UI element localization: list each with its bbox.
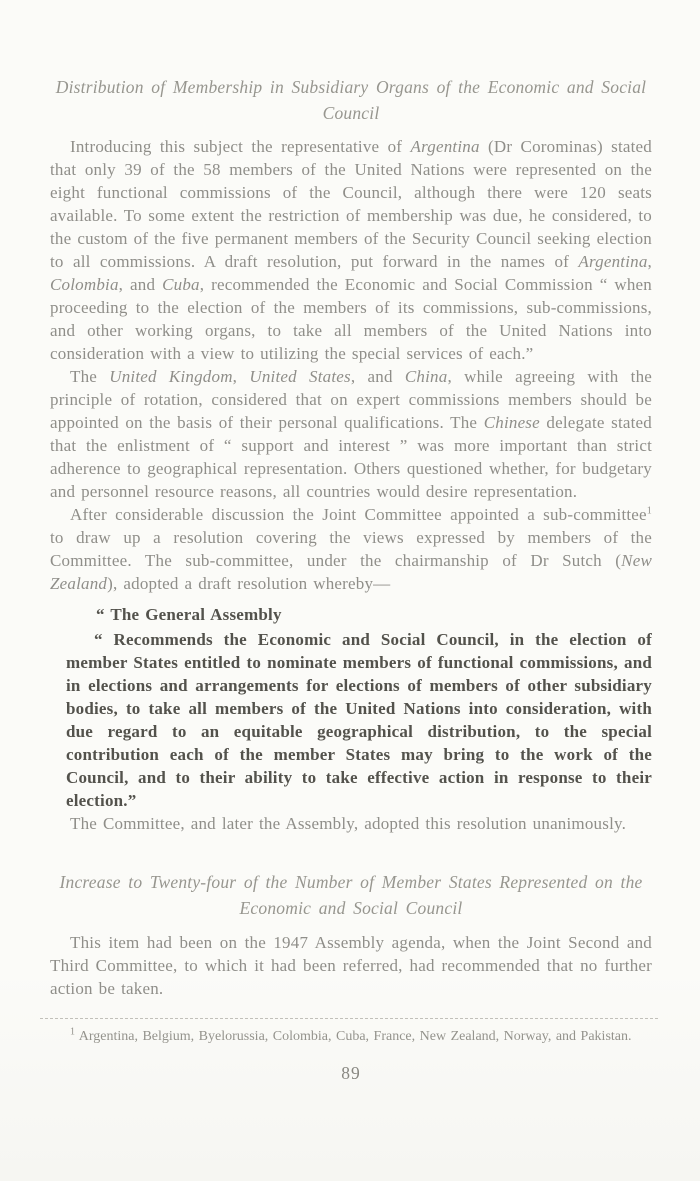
section-heading-increase-twenty-four: Increase to Twenty-four of the Number of Member States Represented on the Economic and Social Council	[59, 872, 643, 918]
paragraph-argentina-statement: Introducing this subject the representative of Argentina (Dr Corominas) stated that only 39 of the 58 members of the United Nations were represented on the eight functional commissions of the Council, although there were 120 seats available. To some extent the restriction of membership was due, he considered, to the custom of the five permanent members of the Security Council seeking election to all commissions. A draft resolution, put forward in the names of Argentina, Colombia, and Cuba, recommended the Economic and Social Commission “ when proceeding to the election of the members of its commissions, sub-commissions, and other working organs, to take all members of the United Nations into consideration with a view to utilizing the special services of each.”	[50, 137, 652, 363]
paragraph-adoption-unanimous: The Committee, and later the Assembly, adopted this resolution unanimously.	[70, 814, 627, 833]
resolution-quote-heading: “ The General Assembly	[96, 605, 282, 624]
footnote-subcommittee-members: $^1$ Argentina, Belgium, Byelorussia, Colombia, Cuba, France, New Zealand, Norway, and Pakistan.	[70, 1026, 632, 1044]
paragraph-1947-agenda: This item had been on the 1947 Assembly agenda, when the Joint Second and Third Committee, to which it had been referred, had recommended that no further action be taken.	[50, 933, 652, 998]
footnote-divider	[40, 1018, 658, 1019]
page-number: 89	[341, 1062, 361, 1083]
section-heading-membership-distribution: Distribution of Membership in Subsidiary Organs of the Economic and Social Council	[55, 77, 647, 123]
paragraph-subcommittee-appointment: After considerable discussion the Joint Committee appointed a sub-committee$^1$ to draw up a resolution covering the views expressed by members of the Committee. The sub-committee, under the chairmanship of Dr Sutch (New Zealand), adopted a draft resolution whereby—	[50, 505, 652, 593]
resolution-quote-text: “ Recommends the Economic and Social Council, in the election of member States entitled to nominate members of functional commissions, and in elections and arrangements for elections of members of other subsidiary bodies, to take all members of the United Nations into consideration, with due regard to an equitable geographical distribution, to the special contribution each of the member States may bring to the work of the Council, and to their ability to take effective action in response to their election.”	[66, 630, 652, 810]
paragraph-uk-us-china-position: The United Kingdom, United States, and China, while agreeing with the principle of rotation, considered that on expert commissions members should be appointed on the basis of their personal qualifications. The Chinese delegate stated that the enlistment of “ support and interest ” was more important than strict adherence to geographical representation. Others questioned whether, for budgetary and personnel resource reasons, all countries would desire representation.	[50, 367, 653, 501]
